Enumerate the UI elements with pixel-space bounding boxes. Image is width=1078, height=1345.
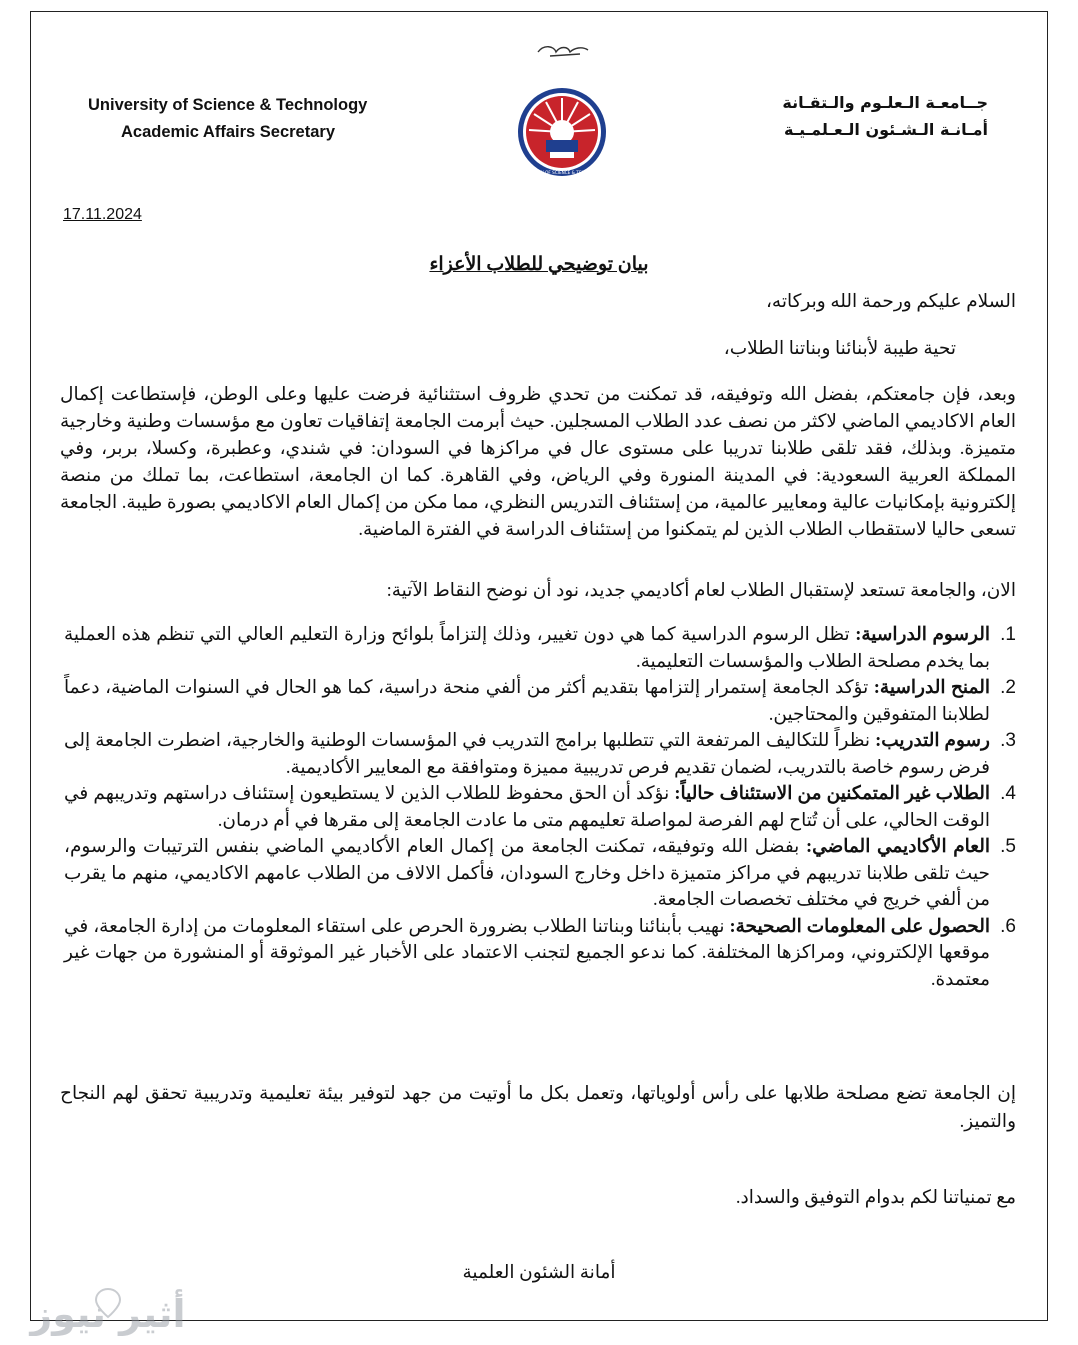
point-heading: رسوم التدريب: — [875, 731, 990, 751]
header-english — [88, 92, 408, 146]
document-date: 17.11.2024 — [63, 206, 142, 223]
header-arabic — [688, 89, 988, 143]
university-name-ar: جــامعـة الـعلـوم والـتقـانة — [782, 93, 988, 112]
department-name-ar: أمـانـة الـشـئون الـعـلمـيـة — [783, 120, 988, 139]
closing-paragraph: إن الجامعة تضع مصلحة طلابها على رأس أولوياتها، وتعمل بكل ما أوتيت من جهد لتوفير بيئة تعليمية وتدريبية تحقق لهم النجاح والتميز. — [60, 1084, 1016, 1132]
logo-calligraphy — [538, 47, 588, 56]
point-text: نظراً للتكاليف المرتفعة التي تتطلبها برامج التدريب في المؤسسات الوطنية والخارجية، اضطرت الجامعة إلى فرض رسوم خاصة بالتدريب، لضمان تقديم فرص تدريبية مميزة ومتوافقة مع المعايير الأكاديمية. — [64, 731, 990, 778]
list-item — [64, 728, 1016, 781]
points-intro: الان، والجامعة تستعد لإستقبال الطلاب لعام أكاديمي جديد، نود أن نوضح النقاط الآتية: — [386, 581, 1016, 601]
point-text: تؤكد الجامعة إستمرار إلتزامها بتقديم أكثر من ألفي منحة دراسية، كما هو الحال في السنوات الماضية، دعماً لطلابنا المتفوقين والمحتاجين. — [64, 678, 990, 725]
list-item — [64, 622, 1016, 675]
closing-wishes: مع تمنياتنا لكم بدوام التوفيق والسداد. — [735, 1188, 1016, 1208]
point-number: 6. — [1000, 915, 1016, 937]
signature — [0, 1262, 1078, 1284]
point-heading: العام الأكاديمي الماضي: — [805, 837, 990, 857]
point-text: تظل الرسوم الدراسية كما هي دون تغيير، وذلك إلتزاماً بلوائح وزارة التعليم العالي التي تنظم هذه العملية بما يخدم مصلحة الطلاب والمؤسسات التعليمية. — [64, 625, 990, 672]
department-name-en: Academic Affairs Secretary — [121, 123, 336, 141]
greeting-students: تحية طيبة لأبنائنا وبناتنا الطلاب، — [723, 339, 956, 359]
point-number: 2. — [1000, 677, 1016, 698]
points-list — [64, 622, 1016, 993]
statement-title: بيان توضيحي للطلاب الأعزاء — [429, 254, 649, 275]
point-number: 3. — [1000, 730, 1016, 751]
point-heading: الطلاب غير المتمكنين من الاستئناف حالياً: — [674, 784, 990, 804]
point-text: نؤكد أن الحق محفوظ للطلاب الذين لا يستطيعون إستئناف دراستهم وتدريبهم في الوقت الحالي، على أن تُتاح لهم الفرصة لمواصلة تعليمهم متى ما عادت الجامعة إلى مقرها في أم درمان. — [64, 784, 990, 831]
greeting: السلام عليكم ورحمة الله وبركاته، — [765, 292, 1016, 312]
university-logo — [510, 40, 614, 180]
list-item — [64, 675, 1016, 728]
point-heading: الرسوم الدراسية: — [855, 625, 990, 645]
list-item — [64, 781, 1016, 834]
point-text: بفضل الله وتوفيقه، تمكنت الجامعة من إكمال العام الأكاديمي الماضي بنفس الترتيبات والرسوم، حيث تلقى طلابنا تدريبهم في مراكز متميزة داخل وخارج السودان، فأكمل الالاف من الطلاب عامهم الاكاديمي، منهم ما يقرب من ألفي خريج في مختلف تخصصات الجامعة. — [64, 837, 990, 910]
point-number: 5. — [1000, 836, 1016, 857]
point-number: 1. — [1000, 624, 1016, 645]
point-text: نهيب بأبنائنا وبناتنا الطلاب بضرورة الحرص على استقاء المعلومات من إدارة الجامعة، في موقعها الإلكتروني، ومراكزها المختلفة. كما ندعو الجميع لتجنب الاعتماد على الأخبار غير الموثوقة أو المنشورة من جهات غير معتمدة. — [64, 916, 990, 990]
list-item — [64, 914, 1016, 994]
logo-ring-text: UNIVERSITY OF SCIENCE & TECHNOLOGY — [518, 170, 606, 175]
point-heading: الحصول على المعلومات الصحيحة: — [729, 916, 991, 937]
point-heading: المنح الدراسية: — [873, 678, 990, 698]
logo-book — [546, 140, 578, 152]
svg-text:أثير نيوز: أثير نيوز — [30, 1292, 186, 1336]
intro-paragraph: وبعد، فإن جامعتكم، بفضل الله وتوفيقه، قد تمكنت من تحدي ظروف استثنائية فرضت عليها وعلى الوطن، فإستطاعت إكمال العام الاكاديمي الماضي لاكثر من نصف عدد الطلاب المسجلين. حيث أبرمت الجامعة إتفاقيات تعاون مع مؤسسات وطنية وخارجية متميزة. وبذلك، فقد تلقى طلابنا تدريبا على مستوى عال في مراكزها في السودان: في شندي، وعطبرة، وكسلا، بربر، وفي المملكة العربية السعودية: في المدينة المنورة وفي الرياض، وفي القاهرة. كما ان الجامعة، استطاعت، بما تملك من منصة إلكترونية بإمكانيات عالية ومعايير عالمية، من إستئناف التدريس النظري، مما مكن من إكمال العام الاكاديمي بصورة طيبة. الجامعة تسعى حاليا لاستقطاب الطلاب الذين لم يتمكنوا من إستئناف الدراسة في الفترة الماضية. — [60, 385, 1016, 540]
signature-text: أمانة الشئون العلمية — [462, 1263, 616, 1283]
university-name-en: University of Science & Technology — [88, 96, 368, 114]
point-number: 4. — [1000, 783, 1016, 804]
list-item — [64, 834, 1016, 914]
site-watermark-logo — [8, 1283, 208, 1343]
